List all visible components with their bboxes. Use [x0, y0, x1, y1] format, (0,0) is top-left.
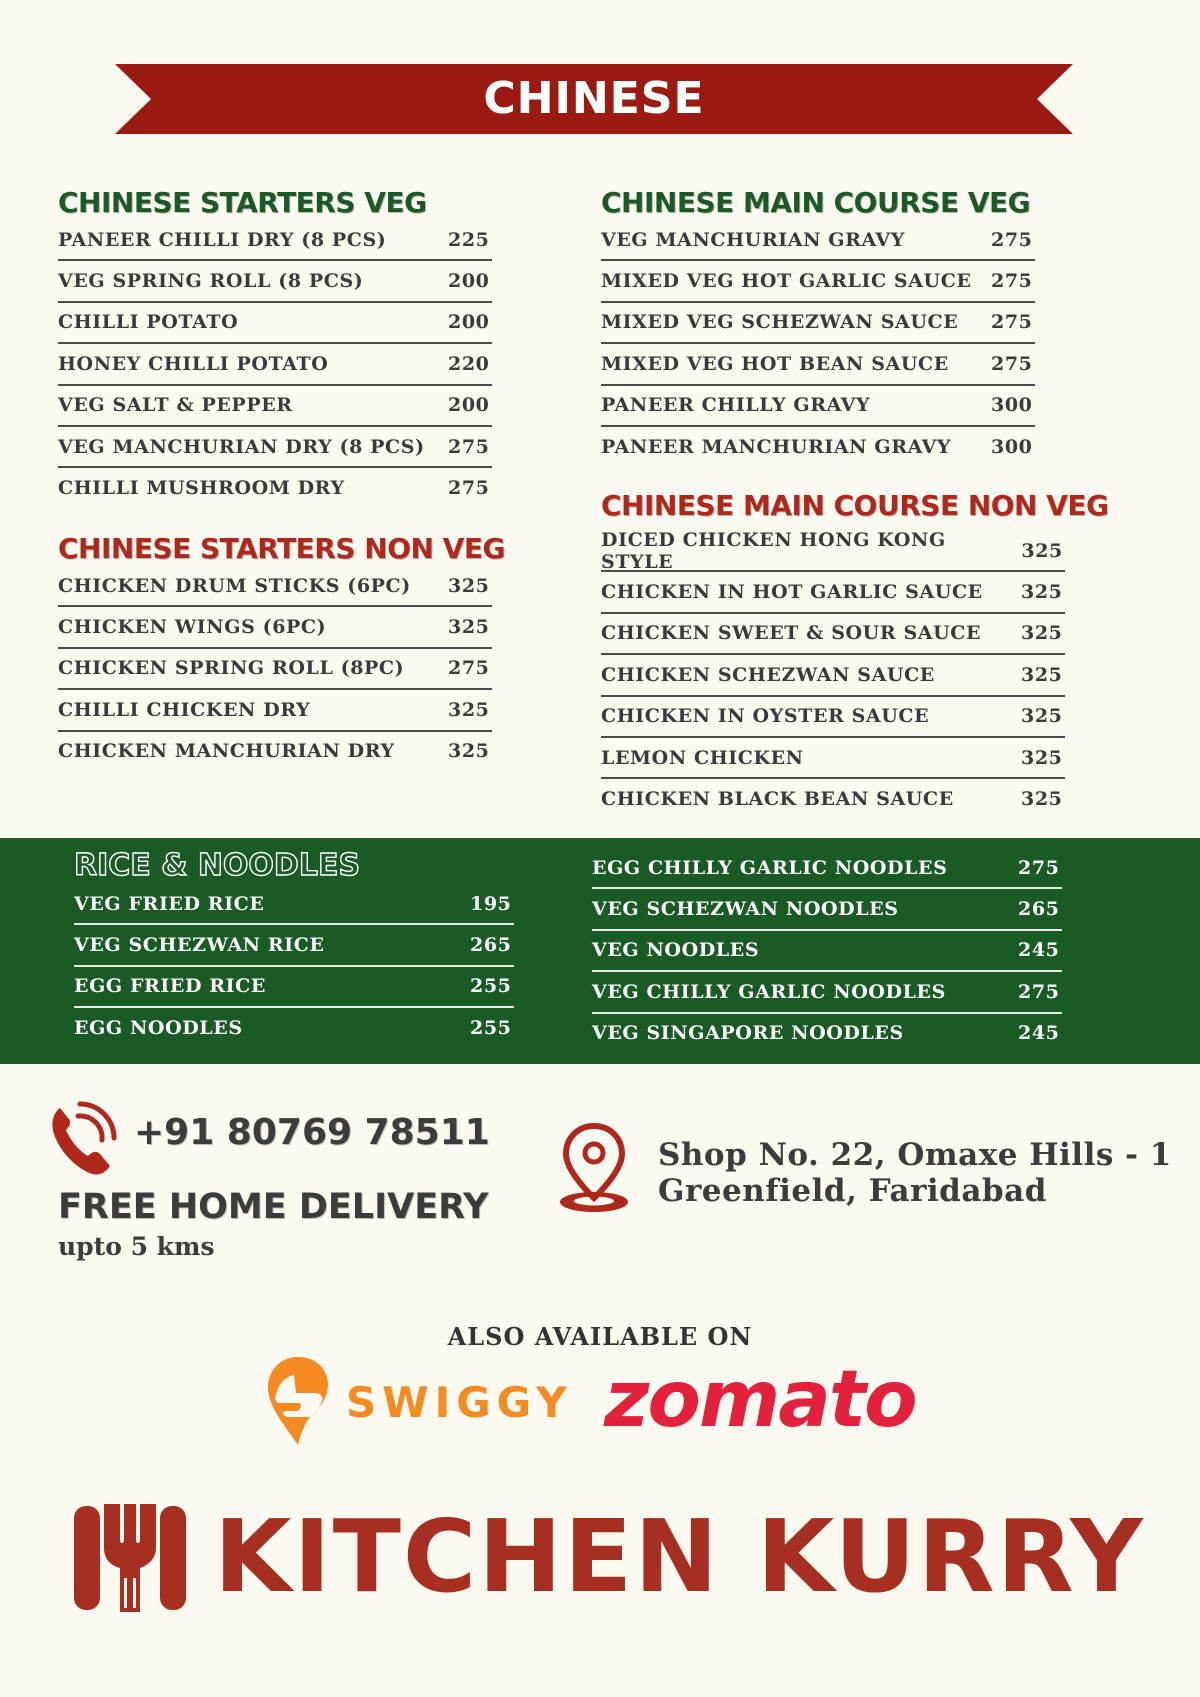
item-name: CHICKEN IN HOT GARLIC SAUCE [601, 581, 983, 604]
section-title: CHINESE STARTERS VEG [58, 186, 427, 219]
menu-list [58, 220, 492, 508]
section-title: CHINESE MAIN COURSE VEG [601, 186, 1031, 219]
item-price: 325 [1021, 705, 1063, 728]
item-price: 325 [1021, 788, 1063, 811]
menu-item [601, 303, 1035, 344]
item-price: 325 [1021, 663, 1063, 686]
section-starters-veg [58, 186, 492, 508]
menu-item [58, 427, 492, 468]
menu-list [601, 528, 1065, 819]
address-line-1: Shop No. 22, Omaxe Hills - 1 [658, 1137, 1172, 1173]
section-title: RICE & NOODLES [74, 848, 361, 883]
section-rice-noodles-left [74, 848, 514, 1048]
item-price: 275 [448, 657, 490, 680]
item-name: PANEER CHILLI DRY (8 PCS) [58, 228, 387, 251]
item-name: CHILLI MUSHROOM DRY [58, 477, 345, 500]
item-name: VEG CHILLY GARLIC NOODLES [592, 980, 946, 1003]
item-price: 200 [448, 394, 490, 417]
item-price: 325 [1021, 581, 1063, 604]
brand-name: KITCHEN KURRY [214, 1498, 1145, 1615]
item-price: 325 [448, 740, 490, 763]
item-name: VEG NOODLES [592, 939, 760, 962]
item-price: 325 [448, 574, 490, 597]
menu-item [58, 607, 492, 648]
page-title: CHINESE [483, 73, 705, 124]
menu-item [601, 220, 1035, 261]
menu-item [601, 528, 1065, 573]
item-price: 275 [991, 352, 1033, 375]
menu-item [601, 738, 1065, 779]
address-line-2: Greenfield, Faridabad [658, 1173, 1047, 1209]
item-name: CHICKEN SWEET & SOUR SAUCE [601, 622, 982, 645]
fork-spoon-logo [74, 1500, 186, 1616]
item-name: VEG SPRING ROLL (8 PCS) [58, 270, 364, 293]
delivery-range: upto 5 kms [58, 1232, 215, 1261]
menu-item [592, 889, 1062, 930]
item-price: 325 [1021, 746, 1063, 769]
item-price: 245 [1018, 939, 1060, 962]
section-title: CHINESE STARTERS NON VEG [58, 532, 505, 565]
menu-item [58, 261, 492, 302]
also-available-heading: ALSO AVAILABLE ON [447, 1322, 753, 1351]
item-price: 275 [448, 477, 490, 500]
item-price: 200 [448, 270, 490, 293]
item-price: 300 [991, 435, 1033, 458]
item-name: CHILLI CHICKEN DRY [58, 698, 311, 721]
menu-item [58, 303, 492, 344]
swiggy-wordmark[interactable]: SWIGGY [346, 1378, 573, 1427]
item-price: 255 [470, 1016, 512, 1039]
section-title: CHINESE MAIN COURSE NON VEG [601, 489, 1109, 522]
menu-item [601, 261, 1035, 302]
section-starters-nonveg [58, 532, 505, 771]
section-main-veg [601, 186, 1035, 466]
item-price: 325 [448, 616, 490, 639]
free-delivery-heading: FREE HOME DELIVERY [58, 1187, 489, 1227]
item-name: CHILLI POTATO [58, 311, 239, 334]
item-name: CHICKEN IN OYSTER SAUCE [601, 705, 930, 728]
item-name: MIXED VEG HOT GARLIC SAUCE [601, 270, 972, 293]
item-name: LEMON CHICKEN [601, 746, 804, 769]
section-rice-noodles-right [592, 848, 1062, 1053]
item-price: 245 [1018, 1022, 1060, 1045]
menu-item [58, 566, 492, 607]
menu-list [592, 848, 1062, 1053]
menu-list [58, 566, 492, 771]
item-price: 275 [991, 270, 1033, 293]
item-name: CHICKEN WINGS (6PC) [58, 616, 327, 639]
item-price: 325 [1021, 622, 1063, 645]
item-price: 325 [1021, 539, 1063, 562]
menu-item [601, 655, 1065, 696]
menu-item [58, 732, 492, 771]
menu-item [601, 779, 1065, 818]
menu-item [592, 1014, 1062, 1053]
item-name: VEG MANCHURIAN GRAVY [601, 228, 905, 251]
item-name: VEG FRIED RICE [74, 892, 265, 915]
menu-item [592, 972, 1062, 1013]
menu-item [601, 697, 1065, 738]
item-price: 265 [1018, 898, 1060, 921]
zomato-wordmark[interactable]: zomato [604, 1355, 916, 1445]
menu-item [58, 649, 492, 690]
item-price: 275 [991, 311, 1033, 334]
item-price: 275 [1018, 856, 1060, 879]
item-name: VEG MANCHURIAN DRY (8 PCS) [58, 435, 425, 458]
item-name: EGG NOODLES [74, 1016, 243, 1039]
swiggy-logo[interactable] [266, 1355, 330, 1447]
item-price: 225 [448, 228, 490, 251]
phone-ringing-icon [48, 1100, 120, 1176]
item-name: MIXED VEG SCHEZWAN SAUCE [601, 311, 959, 334]
menu-item [58, 386, 492, 427]
item-price: 275 [448, 435, 490, 458]
menu-item [74, 925, 514, 966]
menu-item [58, 220, 492, 261]
menu-item [592, 931, 1062, 972]
item-price: 325 [448, 698, 490, 721]
section-main-nonveg [601, 489, 1109, 819]
menu-item [58, 690, 492, 731]
item-price: 275 [1018, 980, 1060, 1003]
item-name: CHICKEN DRUM STICKS (6PC) [58, 574, 411, 597]
menu-list [74, 884, 514, 1048]
menu-item [601, 344, 1035, 385]
item-name: VEG SCHEZWAN NOODLES [592, 898, 899, 921]
menu-item [601, 427, 1035, 466]
item-name: PANEER MANCHURIAN GRAVY [601, 435, 952, 458]
menu-list [601, 220, 1035, 466]
item-name: VEG SCHEZWAN RICE [74, 934, 325, 957]
item-price: 265 [470, 934, 512, 957]
item-price: 300 [991, 394, 1033, 417]
item-name: EGG CHILLY GARLIC NOODLES [592, 856, 948, 879]
item-name: VEG SINGAPORE NOODLES [592, 1022, 904, 1045]
item-name: EGG FRIED RICE [74, 975, 266, 998]
item-price: 255 [470, 975, 512, 998]
menu-item [74, 967, 514, 1008]
item-price: 200 [448, 311, 490, 334]
item-name: CHICKEN BLACK BEAN SAUCE [601, 788, 954, 811]
item-name: CHICKEN MANCHURIAN DRY [58, 740, 395, 763]
item-name: HONEY CHILLI POTATO [58, 352, 329, 375]
item-name: CHICKEN SCHEZWAN SAUCE [601, 663, 935, 686]
item-name: VEG SALT & PEPPER [58, 394, 293, 417]
rice-noodles-band [0, 838, 1200, 1064]
location-pin-icon [558, 1122, 630, 1214]
item-price: 195 [470, 892, 512, 915]
title-banner [115, 64, 1073, 134]
menu-item [601, 386, 1035, 427]
menu-item [74, 1008, 514, 1047]
menu-item [58, 344, 492, 385]
address [658, 1137, 1172, 1209]
menu-item [74, 884, 514, 925]
item-price: 220 [448, 352, 490, 375]
item-name: PANEER CHILLY GRAVY [601, 394, 871, 417]
menu-item [592, 848, 1062, 889]
phone-number[interactable]: +91 80769 78511 [134, 1112, 490, 1153]
item-name: MIXED VEG HOT BEAN SAUCE [601, 352, 949, 375]
menu-item [601, 572, 1065, 613]
menu-item [601, 614, 1065, 655]
menu-item [58, 468, 492, 507]
item-name: CHICKEN SPRING ROLL (8PC) [58, 657, 405, 680]
item-name: DICED CHICKEN HONG KONG STYLE [601, 528, 946, 573]
item-price: 275 [991, 228, 1033, 251]
